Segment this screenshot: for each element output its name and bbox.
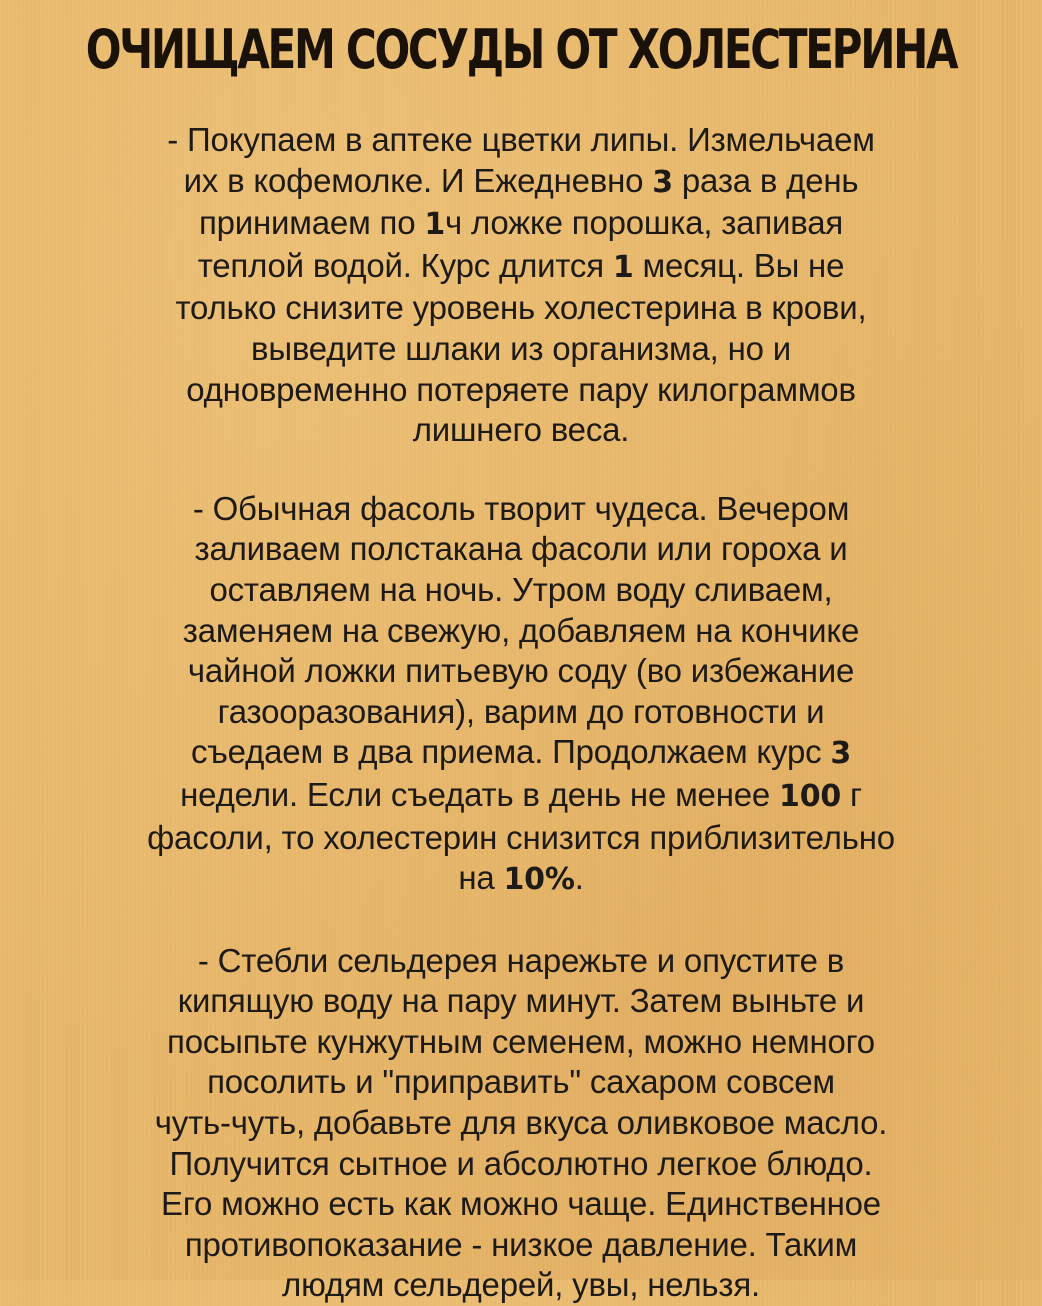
text-line: посолить и "приправить" сахаром совсем: [207, 1063, 835, 1101]
text-line: лишнего веса.: [412, 411, 630, 449]
text-line: их в кофемолке. И Ежедневно 3 раза в день: [183, 161, 859, 200]
text-line: кипящую воду на пару минут. Затем выньте и: [177, 982, 865, 1020]
page-title: ОЧИЩАЕМ СОСУДЫ ОТ ХОЛЕСТЕРИНА: [85, 18, 957, 81]
paragraph-linden: [28, 120, 1014, 451]
text-line: принимаем по 1ч ложке порошка, запивая: [198, 204, 844, 243]
text-line: Его можно есть как можно чаще. Единственное: [161, 1185, 881, 1223]
paragraph-beans: [28, 489, 1014, 901]
text-line: - Покупаем в аптеке цветки липы. Измельчаем: [167, 121, 875, 158]
text-line: оставляем на ночь. Утром воду сливаем,: [209, 570, 833, 608]
text-line: недели. Если съедать в день не менее 100 г: [180, 775, 862, 814]
text-line: заливаем полстакана фасоли или гороха и: [194, 530, 848, 568]
text-line: одновременно потеряете пару килограммов: [186, 370, 856, 408]
text-line: на 10%.: [458, 859, 584, 898]
text-line: фасоли, то холестерин снизится приблизительно: [147, 818, 895, 856]
text-line: только снизите уровень холестерина в крови,: [175, 289, 867, 327]
text-line: теплой водой. Курс длится 1 месяц. Вы не: [197, 246, 845, 285]
text-line: выведите шлаки из организма, но и: [251, 329, 791, 367]
text-line: - Обычная фасоль творит чудеса. Вечером: [192, 489, 850, 527]
text-line: чуть-чуть, добавьте для вкуса оливковое масло.: [154, 1104, 888, 1142]
text-line: чайной ложки питьевую соду (во избежание: [187, 652, 855, 690]
text-line: Получится сытное и абсолютно легкое блюдо.: [169, 1144, 873, 1182]
text-line: заменяем на свежую, добавляем на кончике: [182, 611, 860, 649]
text-line: противопоказание - низкое давление. Таким: [184, 1225, 858, 1263]
text-line: съедаем в два приема. Продолжаем курс 3: [190, 733, 852, 772]
text-line: посыпьте кунжутным семенем, можно немного: [167, 1022, 875, 1060]
paragraph-celery: [28, 941, 1014, 1306]
text-line: людям сельдерей, увы, нельзя.: [282, 1266, 760, 1304]
text-line: - Стебли сельдерея нарежьте и опустите в: [197, 941, 845, 979]
text-line: газооразования), варим до готовности и: [217, 692, 825, 730]
